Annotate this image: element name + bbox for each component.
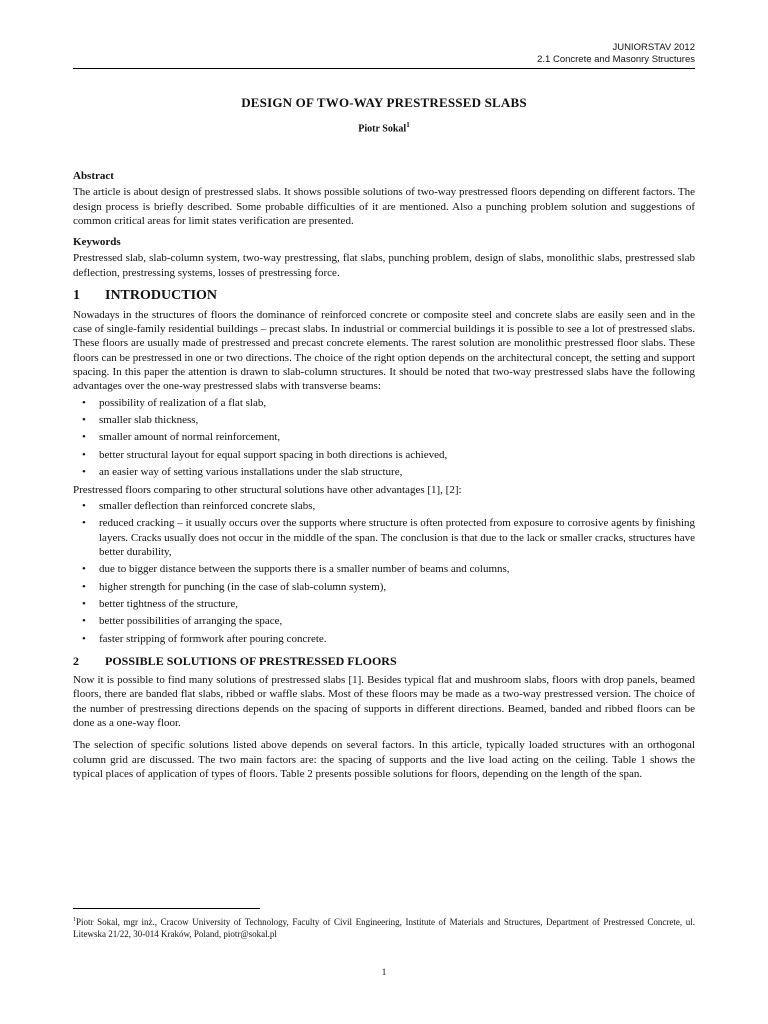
- conference-name: JUNIORSTAV 2012: [612, 42, 695, 53]
- advantages-list-2: [73, 499, 695, 646]
- list-item: • higher strength for punching (in the case of slab-column system),: [82, 580, 387, 593]
- section-number: 1: [73, 287, 80, 303]
- list-item: • possibility of realization of a flat slab,: [82, 396, 267, 409]
- bullet-icon: •: [82, 632, 86, 645]
- section-title: POSSIBLE SOLUTIONS OF PRESTRESSED FLOORS: [105, 654, 397, 669]
- list-item: • an easier way of setting various installations under the slab structure,: [82, 466, 403, 479]
- section-number: 2: [73, 654, 79, 669]
- list-item: • better possibilities of arranging the space,: [82, 615, 283, 628]
- page-number: 1: [381, 968, 387, 978]
- header-rule: [73, 68, 695, 69]
- author-line: [73, 121, 695, 134]
- author-footnote: [73, 914, 695, 940]
- advantages-list-1: [73, 396, 695, 480]
- bullet-icon: •: [82, 517, 86, 530]
- bullet-icon: •: [82, 431, 86, 444]
- bullet-icon: •: [82, 466, 86, 479]
- list-item: • smaller deflection than reinforced concrete slabs,: [82, 499, 316, 512]
- author-name: Piotr Sokal: [358, 123, 407, 135]
- footnote-marker: 1: [73, 917, 76, 923]
- paper-body: [73, 95, 695, 781]
- footnote-text: Piotr Sokal, mgr inż., Cracow University of Technology, Faculty of Civil Engineering, Institute of Materials and Structures, Department of Prestressed Concrete, ul. Litewska 21/22, 30-014 Kraków, Poland, piotr@sokal.pl: [73, 917, 695, 939]
- list-item: • reduced cracking – it usually occurs over the supports where structure is often protected from exposure to corrosive agents by finishing layers. Cracks usually does not occur in the middle of the span. The conclusion is that due to the lack or smaller cracks, structures have better durability,: [82, 517, 695, 558]
- running-header: [537, 42, 695, 66]
- list-item: • due to bigger distance between the supports there is a smaller number of beams and columns,: [82, 563, 510, 576]
- bullet-icon: •: [82, 598, 86, 610]
- section-1-heading: [73, 288, 695, 304]
- list-item: • smaller slab thickness,: [82, 413, 199, 426]
- bullet-icon: •: [82, 499, 86, 512]
- keywords-text: Prestressed slab, slab-column system, two-way prestressing, flat slabs, punching problem, design of slabs, monolithic slabs, prestressed slab deflection, prestressing systems, losses of prestressing force.: [73, 252, 695, 279]
- bullet-icon: •: [82, 448, 86, 461]
- list-item: • better tightness of the structure,: [82, 598, 238, 610]
- bullet-icon: •: [82, 563, 86, 576]
- author-footnote-marker: 1: [406, 121, 410, 129]
- section-1-paragraph-1: Nowadays in the structures of floors the dominance of reinforced concrete or composite steel and concrete slabs are easily seen and in the case of single-family residential buildings – precast slabs. In industrial or commercial buildings it is possible to see a lot of prestressed slabs. These floors are usually made of prestressed and precast concrete elements. The rarest solution are monolithic prestressed floor slabs. These floors can be prestressed in one or two directions. The choice of the right option depends on the architectural concept, the setting and support spacing. In this paper the attention is drawn to slab-column structures. It should be noted that two-way prestressed slabs have the following advantages over the one-way prestressed slabs with transverse beams:: [73, 308, 695, 393]
- abstract-heading: Abstract: [73, 170, 114, 183]
- list-item: • smaller amount of normal reinforcement,: [82, 431, 281, 444]
- paper-title: DESIGN OF TWO-WAY PRESTRESSED SLABS: [241, 95, 527, 110]
- list-item: • better structural layout for equal support spacing in both directions is achieved,: [82, 448, 448, 461]
- abstract-text: The article is about design of prestressed slabs. It shows possible solutions of two-way prestressed floors depending on different factors. The design process is briefly described. Some probable difficulties of it are mentioned. Also a punching problem solution and suggestions of common critical areas for limit states verification are presented.: [73, 186, 695, 227]
- bullet-icon: •: [82, 396, 86, 409]
- session-name: 2.1 Concrete and Masonry Structures: [537, 54, 695, 65]
- keywords-heading: Keywords: [73, 236, 121, 249]
- section-1-paragraph-2: Prestressed floors comparing to other structural solutions have other advantages [1], [2]:: [73, 483, 462, 496]
- footnote-rule: [73, 908, 260, 909]
- section-2-heading: [73, 654, 695, 669]
- section-title: INTRODUCTION: [105, 287, 218, 303]
- section-2-paragraph-2: The selection of specific solutions listed above depends on several factors. In this article, typically loaded structures with an orthogonal column grid are discussed. The two main factors are: the spacing of supports and the live load acting on the ceiling. Table 1 shows the typical places of application of types of floors. Table 2 presents possible solutions for floors, depending on the length of the span.: [73, 739, 695, 780]
- bullet-icon: •: [82, 413, 86, 426]
- list-item: • faster stripping of formwork after pouring concrete.: [82, 632, 327, 645]
- bullet-icon: •: [82, 580, 86, 593]
- bullet-icon: •: [82, 615, 86, 628]
- section-2-paragraph-1: Now it is possible to find many solutions of prestressed slabs [1]. Besides typical flat and mushroom slabs, floors with drop panels, beamed floors, there are banded flat slabs, ribbed or waffle slabs. Most of these floors may be made as a two-way prestressed version. The choice of the number of prestressing directions depends on the spacing of supports in different directions. Beamed, banded and ribbed floors can be done as a one-way floor.: [73, 674, 695, 729]
